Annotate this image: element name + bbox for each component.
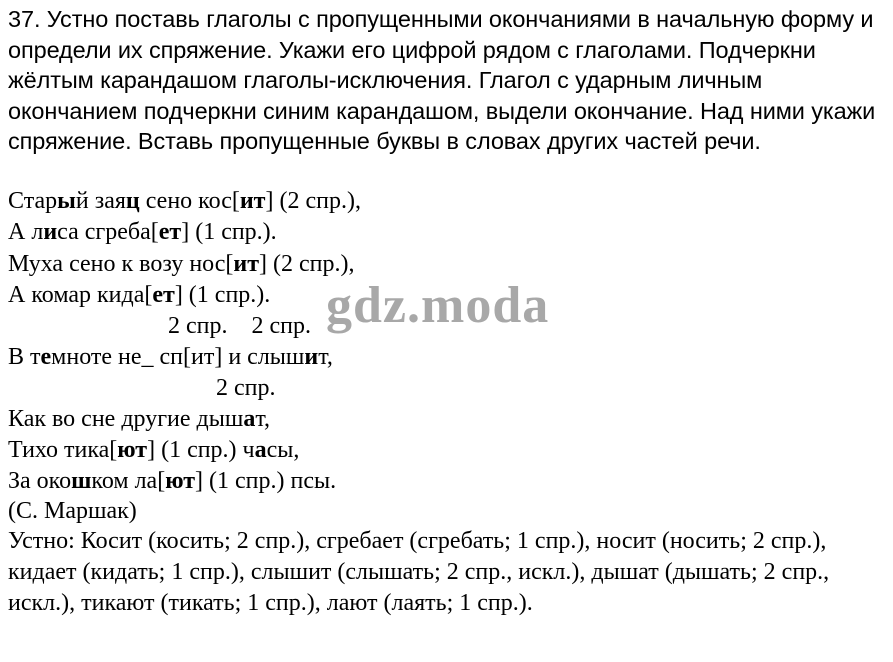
document [8, 0, 888, 157]
text: В т [8, 344, 41, 370]
text: ] (2 спр.), [265, 188, 361, 214]
text: За око [8, 468, 72, 494]
text: мноте не_ сп[ит] и слыш [51, 344, 305, 370]
bold-letter: а [254, 437, 267, 463]
task-text: 37. Устно поставь глаголы с пропущенными окончаниями в начальную форму и определи их спряжение. Укажи его цифрой рядом с глаголами. Подчеркни жёлтым карандашом глаголы-исключения. Глагол с ударным личным окончанием подчеркни синим карандашом, выдели окончание. Над ними укажи спряжение. Вставь пропущенные буквы в словах других частей речи. [8, 6, 876, 155]
ending: ет [158, 219, 182, 245]
text: т, [255, 406, 271, 432]
text: й зая [75, 188, 126, 214]
text: Как во сне другие дыш [8, 406, 244, 432]
poem-line-8 [8, 466, 336, 496]
ending: ит [239, 188, 266, 214]
text: (С. Маршак) [8, 498, 137, 524]
ending: ют [117, 437, 148, 463]
text: ] (1 спр.). [181, 219, 277, 245]
poem-line-6 [8, 404, 270, 434]
text: ] (1 спр.). [174, 282, 271, 308]
ending: ит [233, 251, 260, 277]
bold-letter: ы [57, 188, 76, 214]
text: сы, [266, 437, 300, 463]
text: ком ла[ [91, 468, 166, 494]
conjugation-note-2 [216, 373, 276, 403]
poem-line-7 [8, 435, 299, 465]
text: А л [8, 219, 44, 245]
poem-line-4 [8, 280, 270, 310]
watermark: gdz.moda [326, 277, 550, 334]
text: ] (1 спр.) ч [147, 437, 255, 463]
ending: ет [152, 282, 175, 308]
text: т, [318, 344, 333, 370]
answer-text: Устно: Косит (косить; 2 спр.), сгребает (сгребать; 1 спр.), носит (носить; 2 спр.), кидает (кидать; 1 спр.), слышит (слышать; 2 спр., искл.), дышат (дышать; 2 спр., искл.), тикают (тикать; 1 спр.), лают (лаять; 1 спр.). [8, 528, 830, 616]
text: сено кос[ [139, 188, 240, 214]
poem-line-5 [8, 342, 333, 372]
bold-letter: е [40, 344, 52, 370]
text: 2 спр. 2 спр. [168, 313, 311, 339]
poem-line-2 [8, 217, 277, 247]
text: Муха сено к возу нос[ [8, 251, 234, 277]
bold-letter: и [43, 219, 58, 245]
text: Стар [8, 188, 58, 214]
bold-letter: и [304, 344, 319, 370]
text: са сгреба[ [57, 219, 159, 245]
poem-line-1 [8, 186, 361, 216]
poem-line-3 [8, 249, 355, 279]
text: 2 спр. [216, 375, 276, 401]
text: ] (2 спр.), [259, 251, 355, 277]
bold-letter: ш [71, 468, 92, 494]
bold-letter: а [243, 406, 256, 432]
conjugation-note-1 [168, 311, 311, 341]
poem-author [8, 496, 137, 526]
text: Тихо тика[ [8, 437, 118, 463]
text: А комар кида[ [8, 282, 153, 308]
text: ] (1 спр.) псы. [195, 468, 337, 494]
ending: ют [165, 468, 195, 494]
bold-letter: ц [125, 188, 140, 214]
